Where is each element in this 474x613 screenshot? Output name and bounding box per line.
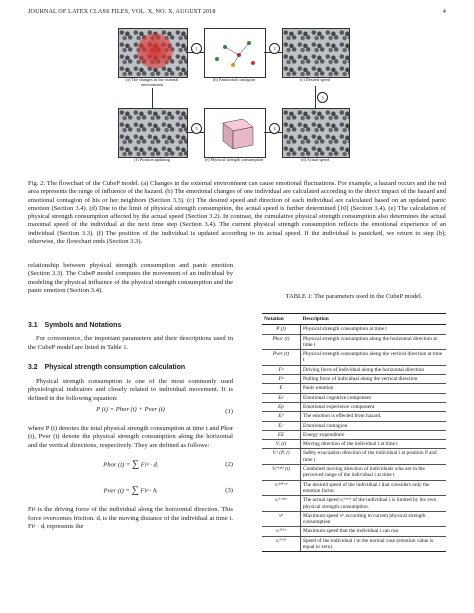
table-row [262,325,446,334]
description-cell: Maximum speed that the individual i can run [301,527,447,536]
description-cell: Pulling force of individual along the vertical direction [301,375,447,384]
page-number: 4 [442,8,446,15]
panel-d-image [282,108,350,158]
description-cell: Physical strength consumption along the vertical direction at time t [301,350,447,366]
equation-3-number: (3) [225,487,233,495]
after-equation-3-text: Fiᵍ is the driving force of the individual along the horizontal direction. This force overcomes friction. dᵢ is the moving distance of the individual at time t. Fiᵍ · dᵢ represents the [28,506,233,531]
table-row [262,384,446,393]
table-row [262,440,446,449]
notation-cell: vᵢᵃᶜᵗᵘᵃˡ [262,496,301,512]
step-5-marker: 5 [191,123,202,134]
strength-cube-svg [205,109,265,157]
notation-cell: Eᵢᶜ [262,421,301,430]
panel-d-label: (d) Actual speed [300,157,330,162]
notation-cell: Ec [262,393,301,402]
notation-cell: Eᵢʰ [262,412,301,421]
description-cell: Emotional experience component [301,402,447,411]
figure-caption [28,180,446,246]
table-row [262,536,446,552]
notation-cell: EE [262,430,301,439]
notation-cell: Phor (t) [262,334,301,350]
intro-paragraph: relationship between physical strength consumption and panic emotion (Section 3.3). The CubeP model computes the movement of an individual by modeling the physical influence of the physical strength consumption and the panic emotion (Section 3.4). [28,262,233,295]
step-3-marker: 3 [317,92,328,103]
description-cell: Panic emotion [301,384,447,393]
after-equation-1-text: where P (t) denotes the total physical strength consumption at time t and Phor (t), Pver (t) denote the physical strength consumption along the horizontal and the vertical directions, respectively. They are defined as follows: [28,424,233,449]
description-cell: Energy expenditure [301,430,447,439]
table-row [262,350,446,366]
description-cell: The desired speed of the individual i that considers only the emotion factor. [301,480,447,496]
notation-cell: Vᵢʳᵒᵘⁿᵈ (t) [262,465,301,481]
table-row [262,511,446,527]
sum-sign: ∑ [132,459,140,471]
step-1-marker: 1 [191,43,202,54]
figure-caption-text: Fig. 2: The flowchart of the CubeP model. (a) Changes in the external environment can cause emotional fluctuations. For example, a hazard occurs and the red area represents the range of influence of the hazard. (b) The emotional changes of one individual are calculated according to the direct impact of the hazard and emotional contagion of his or her neighbors (Section 3.3). (c) The desired speed and direction of each individual are calculated based on an updated panic emotion (Section 3.4). (d) Due to the limit of physical strength consumption, the actual speed is further determined [10] (Section 3.4). (e) The calculation of physical strength consumption affected by the actual speed (Section 3.2). In contrast, the cumulative physical strength consumption also determines the actual maximal speed of the individual at the next time step (Section 3.4). The current physical strength consumption reflects the emotional experience of an individual (Section 3.3). (f) The position of the individual is updated according to its actual speed. If the individual is panicked, we return to step (b); otherwise, the flowchart ends (Section 3.3). [28,180,446,246]
section-title: Symbols and Notations [44,321,122,329]
table-row [262,334,446,350]
section-3-2-heading [28,364,233,372]
description-cell: Emotional cognitive component [301,393,447,402]
journal-title: JOURNAL OF LATEX CLASS FILES, VOL. X, NO. X, AUGUST 2018 [28,8,216,15]
notation-cell: P (t) [262,325,301,334]
table-row [262,402,446,411]
table-row [262,375,446,384]
emotion-grid-svg [205,29,265,77]
panel-a-image [118,28,188,78]
description-cell: Physical strength consumption at time t [301,325,447,334]
parameters-table [262,313,446,552]
table-row [262,465,446,481]
notation-cell: Fᵖ [262,375,301,384]
left-column [28,262,233,532]
table-row [262,449,446,465]
description-cell: Speed of the individual i in the normal case (emotion value is equal to zero) [301,536,447,552]
table-row [262,393,446,402]
table-row [262,480,446,496]
panel-b-label: (b) Emotional contagion [212,77,255,82]
panel-b-image [204,28,266,78]
panel-f-image [118,108,188,158]
description-cell: Maximum speed vᵖ according to current physical strength consumption [301,511,447,527]
notation-cell: Fᵍ [262,365,301,374]
running-header [28,8,446,15]
equation-2-number: (2) [225,461,233,469]
section-3-2-text: Physical strength consumption is one of the most commonly used physiological indicators and closely related to individual movement. It is defined in the following equation: [28,377,233,402]
table-row [262,365,446,374]
table-row [262,430,446,439]
panel-f-label: (f) Position updating [134,157,170,162]
equation-3-lhs: Pver (t) = [103,487,130,495]
step-4-marker: 4 [269,123,280,134]
description-cell: The actual speed vᵢᵃᶜᵗᵘᵃˡ of the individual i is limited by his own physical strength consumption. [301,496,447,512]
equation-2-rhs: Fiᵍ · dᵢ [140,461,158,469]
section-3-1-heading [28,322,233,330]
equation-1 [28,406,233,422]
table-header-notation: Notation [262,314,301,325]
panel-c-image [282,28,350,78]
table-row [262,412,446,421]
description-cell: Moving direction of the individual i at time t [301,440,447,449]
table-caption: TABLE 1: The parameters used in the CubeP model. [285,293,423,300]
panel-e-label: (e) Physical strength consumption [204,157,264,162]
notation-cell: Vᵢ (t) [262,440,301,449]
notation-cell: vᵢᴹᴬˣ [262,527,301,536]
notation-cell: vᵢᴺᴼᴿ [262,536,301,552]
notation-cell: Vᵢᵉ (P, t) [262,449,301,465]
sum-sign: ∑ [131,485,139,497]
description-cell: Combined moving direction of individuals who are in the perceived range of the individual i at time t [301,465,447,481]
notation-cell: Pver (t) [262,350,301,366]
section-number: 3.2 [28,364,38,372]
equation-1-number: (1) [225,407,233,415]
description-cell: Driving force of individual along the horizontal direction [301,365,447,374]
description-cell: Emotional contagion [301,421,447,430]
notation-cell: vᵖ [262,511,301,527]
section-number: 3.1 [28,321,38,329]
equation-2-lhs: Phor (t) = [103,461,131,469]
flowchart-figure [118,28,348,170]
table-header-description: Description [301,314,447,325]
panel-a-label: (a) The changes in the external environment [125,77,179,87]
table-row [262,421,446,430]
notation-cell: vᵢᵈᵉˢⁱʳᵉᵈ [262,480,301,496]
table-row [262,527,446,536]
description-cell: Physical strength consumption along the horizontal direction at time t [301,334,447,350]
step-2-marker: 2 [269,43,280,54]
description-cell: Safety evacuation direction of the individual i at position P and time t [301,449,447,465]
section-3-1-text: For convenience, the important parameters and their descriptions used in the CubeP model are listed in Table 1. [28,335,233,351]
table-row [262,496,446,512]
notation-cell: Ep [262,402,301,411]
table-header-row [262,314,446,325]
hazard-area [137,33,173,69]
equation-1-body: P (t) = Phor (t) + Pver (t) [96,405,165,413]
notation-cell: E [262,384,301,393]
panel-e-image [204,108,266,158]
panel-c-label: (c) Desired speed [299,77,331,82]
equation-3-rhs: Fiᵖ · hᵢ [140,487,158,495]
equation-2 [28,454,233,476]
equation-3 [28,480,233,502]
description-cell: The emotion is effected from hazard. [301,412,447,421]
section-title: Physical strength consumption calculation [44,364,186,372]
